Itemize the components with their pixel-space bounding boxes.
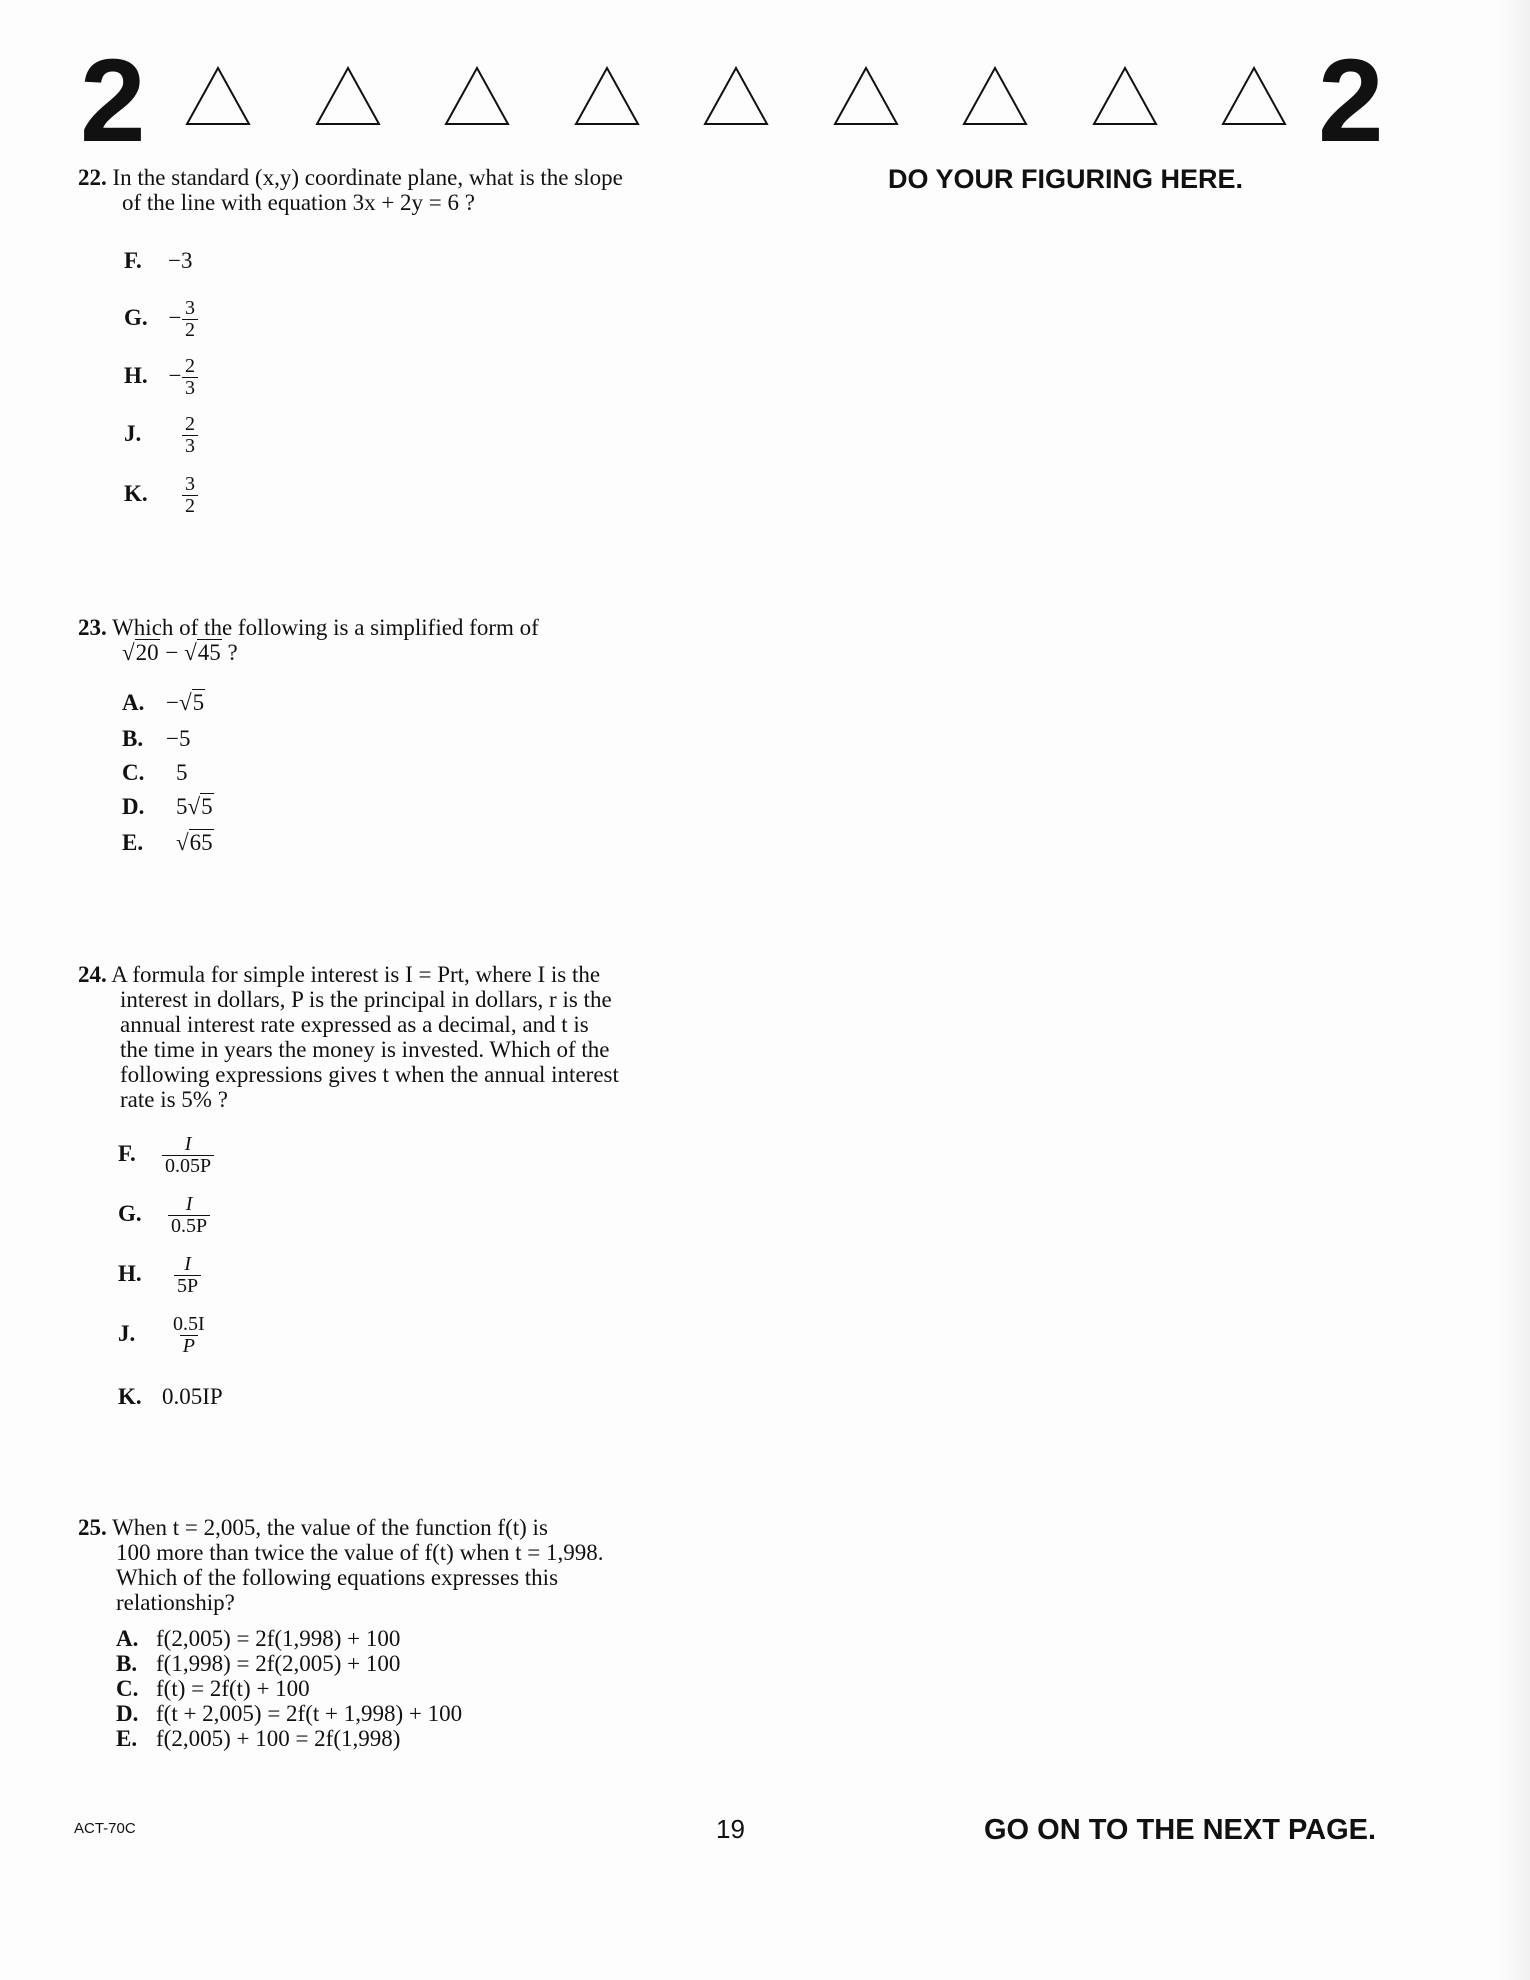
option-sign: −: [168, 362, 182, 388]
stem-line: of the line with equation 3x + 2y = 6 ?: [122, 190, 475, 215]
answer-option-a[interactable]: [116, 1626, 400, 1651]
question-24-stem-line: rate is 5% ?: [120, 1087, 228, 1112]
form-code: ACT-70C: [74, 1820, 136, 1837]
radical: √5: [178, 690, 205, 715]
radical: √45: [184, 640, 221, 665]
answer-option-j[interactable]: [124, 414, 198, 457]
option-letter: B.: [122, 726, 144, 751]
option-sign: −: [168, 304, 182, 330]
question-24-stem-line: annual interest rate expressed as a decimal, and t is: [120, 1012, 589, 1037]
triangle-icon: [315, 66, 381, 126]
section-number-left: 2: [80, 35, 146, 167]
option-text: f(2,005) + 100 = 2f(1,998): [156, 1726, 401, 1751]
question-24-stem-line: 24. A formula for simple interest is I = Prt, where I is the: [78, 962, 601, 987]
radical: √65: [176, 830, 213, 855]
fraction: $\frac{0.5I}{P}$: [173, 1313, 205, 1357]
answer-option-c[interactable]: [122, 760, 188, 785]
triangle-icon: [962, 66, 1028, 126]
answer-option-k[interactable]: [118, 1384, 223, 1409]
option-letter: A.: [116, 1626, 139, 1651]
question-number: 23.: [78, 615, 107, 640]
option-letter: G.: [118, 1200, 142, 1226]
triangle-icon: [185, 66, 251, 126]
stem-line: Which of the following is a simplified form of: [112, 615, 539, 640]
option-letter: K.: [124, 480, 148, 506]
question-number: 22.: [78, 165, 107, 190]
question-number: 25.: [78, 1515, 107, 1540]
figuring-label: DO YOUR FIGURING HERE.: [888, 164, 1244, 194]
answer-option-b[interactable]: [122, 726, 190, 751]
option-text: 0.05IP: [162, 1384, 223, 1409]
answer-option-f[interactable]: [118, 1134, 214, 1177]
fraction: $\frac{I}{0.5P}$: [168, 1194, 210, 1237]
radical: √20: [122, 640, 159, 665]
option-text: −3: [168, 248, 193, 273]
answer-option-a[interactable]: A. −√5: [122, 690, 205, 715]
option-letter: F.: [124, 248, 142, 273]
triangle-icon: [833, 66, 899, 126]
fraction: $\frac{I}{0.05P}$: [162, 1134, 214, 1177]
option-text: f(t) = 2f(t) + 100: [156, 1676, 310, 1701]
option-letter: B.: [116, 1651, 138, 1676]
stem-line: In the standard (x,y) coordinate plane, what is the slope: [112, 165, 623, 190]
triangle-icon: [1092, 66, 1158, 126]
page-number: 19: [716, 1814, 745, 1844]
question-23: [78, 615, 710, 665]
answer-option-d[interactable]: [116, 1701, 462, 1726]
section-number-right: 2: [1318, 35, 1384, 167]
answer-option-j[interactable]: [118, 1314, 208, 1357]
option-letter: C.: [116, 1676, 139, 1701]
question-24-stem-line: interest in dollars, P is the principal in dollars, r is the: [120, 987, 612, 1012]
question-22-stem: [78, 165, 710, 215]
option-letter: H.: [118, 1260, 142, 1286]
triangle-icon: [574, 66, 640, 126]
answer-option-c[interactable]: [116, 1676, 310, 1701]
option-letter: F.: [118, 1140, 136, 1166]
stem-line: √20 − √45 ?: [122, 640, 238, 665]
fraction: $\frac{3}{2}$: [182, 298, 198, 341]
answer-option-f[interactable]: [124, 248, 192, 273]
option-letter: D.: [122, 794, 145, 819]
option-text: −5: [166, 726, 191, 751]
option-letter: C.: [122, 760, 145, 785]
answer-option-b[interactable]: [116, 1651, 400, 1676]
option-text: f(2,005) = 2f(1,998) + 100: [156, 1626, 401, 1651]
triangle-icon: [703, 66, 769, 126]
question-25-stem-line: 100 more than twice the value of f(t) when t = 1,998.: [116, 1540, 604, 1565]
answer-option-e[interactable]: [116, 1726, 400, 1751]
answer-option-h[interactable]: [118, 1254, 201, 1297]
question-22: [78, 165, 710, 215]
question-25: [78, 1515, 702, 1615]
answer-option-g[interactable]: [124, 298, 198, 341]
question-25-stem-line: Which of the following equations expresses this: [116, 1565, 559, 1590]
answer-option-k[interactable]: [124, 474, 198, 517]
triangle-icon: [1221, 66, 1287, 126]
option-letter: H.: [124, 362, 148, 388]
fraction: $\frac{2}{3}$: [182, 356, 198, 399]
question-23-stem: [78, 615, 710, 640]
question-25-stem-line: 25. When t = 2,005, the value of the function f(t) is: [78, 1515, 548, 1540]
option-letter: D.: [116, 1701, 139, 1726]
answer-option-h[interactable]: [124, 356, 198, 399]
fraction: $\frac{I}{5P}$: [174, 1254, 201, 1297]
page-edge-shadow: [1498, 0, 1530, 1980]
option-letter: K.: [118, 1384, 142, 1409]
question-25-stem-line: relationship?: [116, 1590, 235, 1615]
answer-option-d[interactable]: D. 5√5: [122, 794, 213, 819]
option-letter: J.: [118, 1320, 136, 1346]
next-page-instruction: GO ON TO THE NEXT PAGE.: [984, 1814, 1377, 1846]
question-24-stem-line: following expressions gives t when the annual interest: [120, 1062, 619, 1087]
option-letter: E.: [122, 830, 144, 855]
option-letter: E.: [116, 1726, 138, 1751]
answer-option-g[interactable]: [118, 1194, 210, 1237]
option-text: f(t + 2,005) = 2f(t + 1,998) + 100: [156, 1701, 463, 1726]
fraction: $\frac{2}{3}$: [182, 414, 198, 457]
option-letter: G.: [124, 304, 148, 330]
option-letter: A.: [122, 690, 145, 715]
question-24: [78, 962, 706, 1112]
option-letter: J.: [124, 420, 142, 446]
option-text: f(1,998) = 2f(2,005) + 100: [156, 1651, 401, 1676]
radical: √5: [187, 794, 213, 819]
answer-option-e[interactable]: [122, 830, 214, 855]
triangle-icon: [444, 66, 510, 126]
question-24-stem-line: the time in years the money is invested. Which of the: [120, 1037, 610, 1062]
question-number: 24.: [78, 962, 107, 987]
fraction: $\frac{3}{2}$: [182, 474, 198, 517]
option-text: 5: [176, 760, 188, 785]
